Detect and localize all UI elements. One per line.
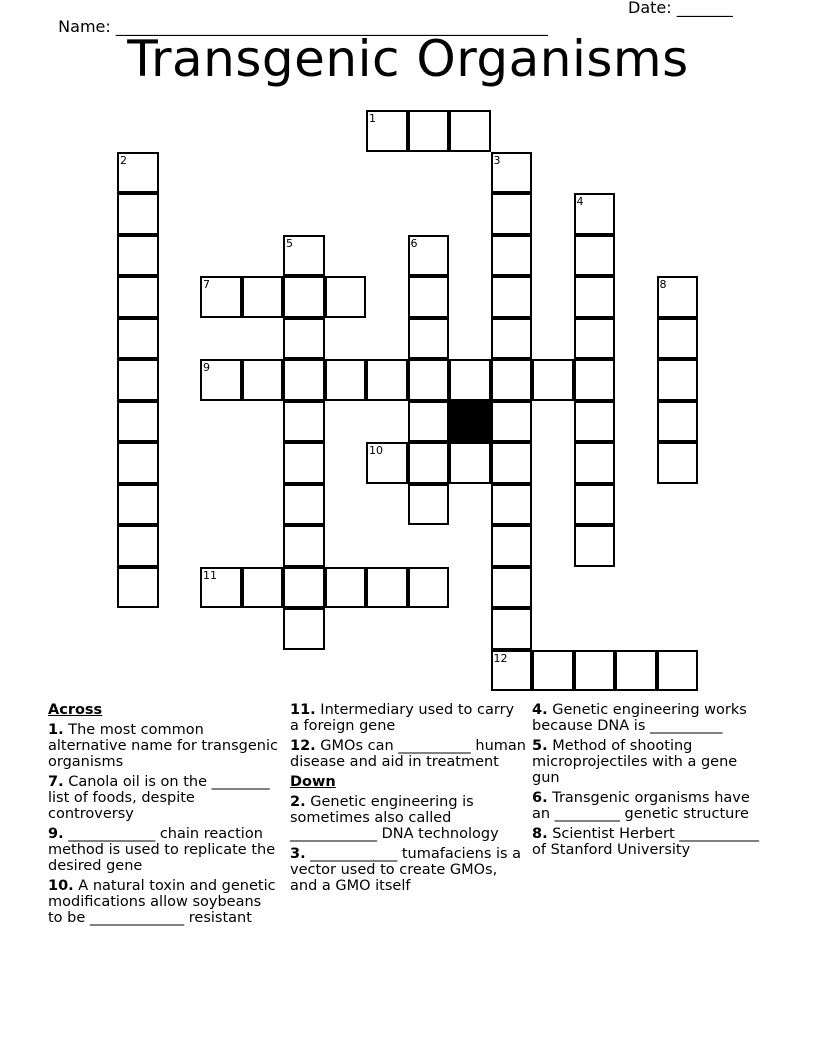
grid-cell[interactable] (325, 276, 367, 318)
clues-column-2 (290, 702, 526, 898)
grid-cell[interactable] (657, 650, 699, 692)
clue-number: 9 (203, 361, 210, 374)
clues-column-1 (48, 702, 280, 930)
grid-cell[interactable] (200, 567, 242, 609)
grid-cell[interactable] (449, 359, 491, 401)
grid-cell[interactable] (491, 401, 533, 443)
grid-cell[interactable] (325, 359, 367, 401)
grid-cell[interactable] (574, 650, 616, 692)
grid-cell[interactable] (117, 567, 159, 609)
clue-number: 6 (410, 236, 418, 250)
grid-cell[interactable] (491, 235, 533, 277)
clue-number: 11 (203, 568, 217, 582)
grid-cell[interactable] (574, 276, 616, 318)
grid-cell[interactable] (283, 401, 325, 443)
grid-cell[interactable] (408, 276, 450, 318)
grid-cell[interactable] (117, 276, 159, 318)
grid-cell[interactable] (574, 359, 616, 401)
grid-cell[interactable] (117, 401, 159, 443)
grid-cell[interactable] (283, 276, 325, 318)
grid-cell[interactable] (657, 401, 699, 443)
across-clue-10: 10. A natural toxin and genetic modifications allow soybeans to be _____________ resistant (48, 878, 276, 926)
grid-cell[interactable] (408, 110, 450, 152)
grid-cell[interactable] (117, 525, 159, 567)
grid-cell[interactable] (242, 567, 284, 609)
grid-cell[interactable] (574, 401, 616, 443)
across-clue-9: 9. ____________ chain reaction method is used to replicate the desired gene (48, 826, 276, 874)
grid-cell[interactable] (449, 110, 491, 152)
grid-cell[interactable] (615, 650, 657, 692)
grid-cell[interactable] (657, 276, 699, 318)
grid-cell[interactable] (408, 567, 450, 609)
down-clue-2: 2. Genetic engineering is sometimes also called ____________ DNA technology (290, 794, 499, 842)
grid-cell[interactable] (532, 650, 574, 692)
clue-number: 1 (369, 112, 376, 125)
grid-cell[interactable] (283, 525, 325, 567)
grid-cell[interactable] (491, 442, 533, 484)
clue-number: 10 (369, 444, 383, 457)
puzzle-title: Transgenic Organisms (127, 30, 689, 88)
grid-cell[interactable] (408, 484, 450, 526)
down-clue-8: 8. Scientist Herbert ___________ of Stanford University (532, 826, 760, 858)
clue-number: 4 (576, 195, 584, 208)
grid-cell[interactable] (366, 567, 408, 609)
grid-cell[interactable] (574, 235, 616, 277)
grid-cell[interactable] (657, 442, 699, 484)
grid-cell[interactable] (532, 359, 574, 401)
grid-cell[interactable] (491, 650, 533, 692)
grid-cell[interactable] (283, 567, 325, 609)
grid-cell[interactable] (574, 484, 616, 526)
grid-cell[interactable] (283, 484, 325, 526)
across-clue-1: 1. The most common alternative name for transgenic organisms (48, 722, 278, 770)
grid-cell[interactable] (574, 525, 616, 567)
grid-cell[interactable] (242, 276, 284, 318)
grid-cell[interactable] (491, 359, 533, 401)
grid-cell[interactable] (117, 484, 159, 526)
grid-cell[interactable] (366, 110, 408, 152)
clue-number: 7 (203, 278, 210, 291)
grid-cell[interactable] (117, 193, 159, 235)
grid-cell[interactable] (574, 193, 616, 235)
clue-number: 5 (286, 236, 293, 250)
grid-cell[interactable] (117, 235, 159, 277)
grid-cell[interactable] (491, 484, 533, 526)
grid-cell[interactable] (366, 359, 408, 401)
grid-cell[interactable] (491, 193, 533, 235)
clue-number: 2 (120, 153, 127, 167)
clue-number: 3 (493, 153, 501, 167)
grid-cell[interactable] (408, 442, 450, 484)
across-clue-12: 12. GMOs can __________ human disease and aid in treatment (290, 738, 526, 770)
block-cell (449, 401, 491, 443)
grid-cell[interactable] (117, 318, 159, 360)
down-clue-3: 3. ____________ tumafaciens is a vector used to create GMOs, and a GMO itself (290, 846, 522, 894)
grid-cell[interactable] (491, 567, 533, 609)
grid-cell[interactable] (491, 525, 533, 567)
grid-cell[interactable] (325, 567, 367, 609)
grid-cell[interactable] (117, 442, 159, 484)
grid-cell[interactable] (657, 318, 699, 360)
name-field[interactable]: Name: ______________________________________________________ (58, 17, 548, 36)
clues-column-3 (532, 702, 768, 862)
across-heading: Across (48, 702, 103, 718)
grid-cell[interactable] (117, 152, 159, 194)
clue-number: 12 (493, 651, 508, 665)
grid-cell[interactable] (200, 276, 242, 318)
grid-cell[interactable] (366, 442, 408, 484)
grid-cell[interactable] (283, 235, 325, 277)
grid-cell[interactable] (408, 401, 450, 443)
grid-cell[interactable] (491, 152, 533, 194)
grid-cell[interactable] (283, 359, 325, 401)
grid-cell[interactable] (491, 608, 533, 650)
grid-cell[interactable] (283, 442, 325, 484)
grid-cell[interactable] (408, 318, 450, 360)
grid-cell[interactable] (574, 442, 616, 484)
grid-cell[interactable] (408, 359, 450, 401)
grid-cell[interactable] (200, 359, 242, 401)
down-clue-6: 6. Transgenic organisms have an _________ genetic structure (532, 790, 750, 822)
date-field[interactable]: Date: _______ (628, 0, 733, 17)
grid-cell[interactable] (117, 359, 159, 401)
down-heading: Down (290, 774, 336, 790)
grid-cell[interactable] (283, 608, 325, 650)
across-clue-11: 11. Intermediary used to carry a foreign gene (290, 702, 515, 734)
grid-cell[interactable] (283, 318, 325, 360)
down-clue-4: 4. Genetic engineering works because DNA is __________ (532, 702, 747, 734)
grid-cell[interactable] (574, 318, 616, 360)
grid-cell[interactable] (408, 235, 450, 277)
down-clue-5: 5. Method of shooting microprojectiles with a gene gun (532, 738, 738, 786)
grid-cell[interactable] (449, 442, 491, 484)
grid-cell[interactable] (491, 276, 533, 318)
grid-cell[interactable] (491, 318, 533, 360)
grid-cell[interactable] (657, 359, 699, 401)
grid-cell[interactable] (242, 359, 284, 401)
across-clue-7: 7. Canola oil is on the ________ list of foods, despite controversy (48, 774, 270, 822)
clue-number: 8 (659, 278, 667, 291)
